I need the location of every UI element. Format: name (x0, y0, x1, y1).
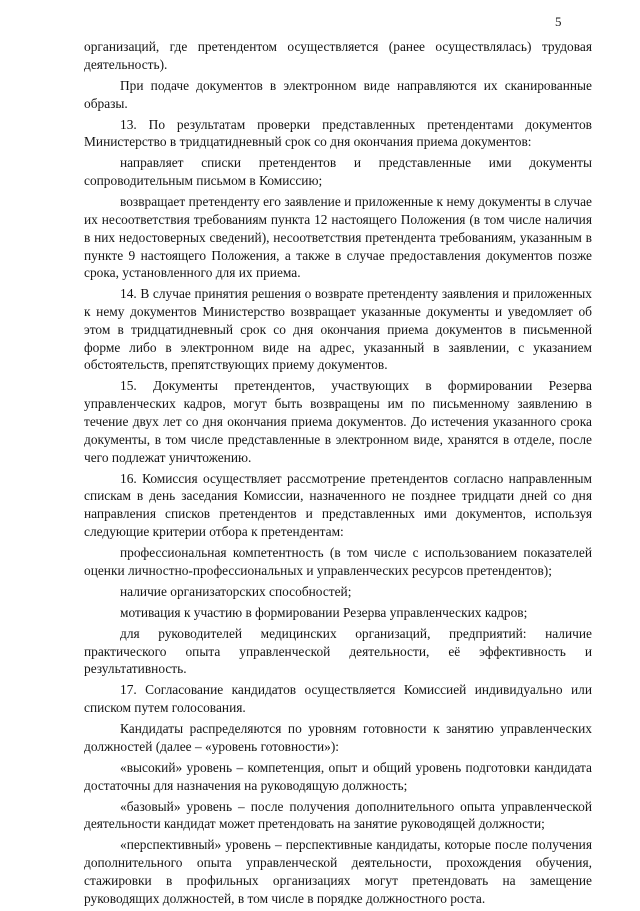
paragraph-item-15: 15. Документы претендентов, участвующих в формировании Резерва управленческих кадров, могут быть возвращены им по письменному заявлению в течение двух лет со дня окончания приема документов. До истечения указанного срока документы, в том числе представленные в электронном виде, хранятся в отделе, после чего подлежат уничтожению. (84, 378, 592, 465)
page-number: 5 (555, 14, 562, 29)
paragraph: наличие организаторских способностей; (120, 583, 352, 599)
paragraph: для руководителей медицинских организаций, предприятий: наличие практического опыта управленческой деятельности, её эффективность и результативность. (84, 625, 592, 677)
paragraph: мотивация к участию в формировании Резерва управленческих кадров; (120, 604, 528, 620)
paragraph-level-prospective: «перспективный» уровень – перспективные кандидаты, которые после получения дополнительного опыта управленческой деятельности, прохождения обучения, стажировки в профильных организациях могут претендовать на замещение руководящих должностей, в том числе в порядке должностного роста. (84, 837, 592, 906)
paragraph: направляет списки претендентов и представленные ими документы сопроводительным письмом в Комиссию; (84, 155, 592, 189)
paragraph-item-13: 13. По результатам проверки представленных претендентами документов Министерство в тридцатидневный срок со дня окончания приема документов: (84, 116, 592, 150)
paragraph-item-17: 17. Согласование кандидатов осуществляется Комиссией индивидуально или списком путем голосования. (84, 682, 592, 716)
paragraph: профессиональная компетентность (в том числе с использованием показателей оценки личностно-профессиональных и управленческих ресурсов претендентов); (84, 545, 592, 578)
paragraph-item-14: 14. В случае принятия решения о возврате претенденту заявления и приложенных к нему документов Министерство возвращает указанные документы и уведомляет об этом в тридцатидневный срок со дня окончания приема документов в письменной форме либо в электронном виде на адрес, указанный в заявлении, с указанием обстоятельств, препятствующих приему документов. (84, 286, 592, 373)
document-body (84, 38, 592, 911)
paragraph-item-16: 16. Комиссия осуществляет рассмотрение претендентов согласно направленным спискам в день заседания Комиссии, назначенного не позднее тридцати дней со дня направления списков претендентов и представленных ими документов, используя следующие критерии отбора к претендентам: (84, 470, 592, 540)
paragraph-level-basic: «базовый» уровень – после получения дополнительного опыта управленческой деятельности кандидат может претендовать на занятие руководящей должности; (84, 798, 592, 832)
paragraph-level-high: «высокий» уровень – компетенция, опыт и общий уровень подготовки кандидата достаточны для назначения на руководящую должность; (84, 759, 592, 793)
paragraph: Кандидаты распределяются по уровням готовности к занятию управленческих должностей (далее – «уровень готовности»): (84, 721, 592, 754)
paragraph: При подаче документов в электронном виде направляются их сканированные образы. (84, 77, 592, 111)
paragraph-continuation: организаций, где претендентом осуществляется (ранее осуществлялась) трудовая деятельность). (84, 39, 592, 72)
paragraph: возвращает претенденту его заявление и приложенные к нему документы в случае их несоответствия требованиям пункта 12 настоящего Положения (в том числе наличия в них недостоверных сведений), несоответствия претендента требованиям, указанным в пункте 9 настоящего Положения, а также в случае предоставления документов позже срока, установленного для их приема. (84, 194, 592, 281)
